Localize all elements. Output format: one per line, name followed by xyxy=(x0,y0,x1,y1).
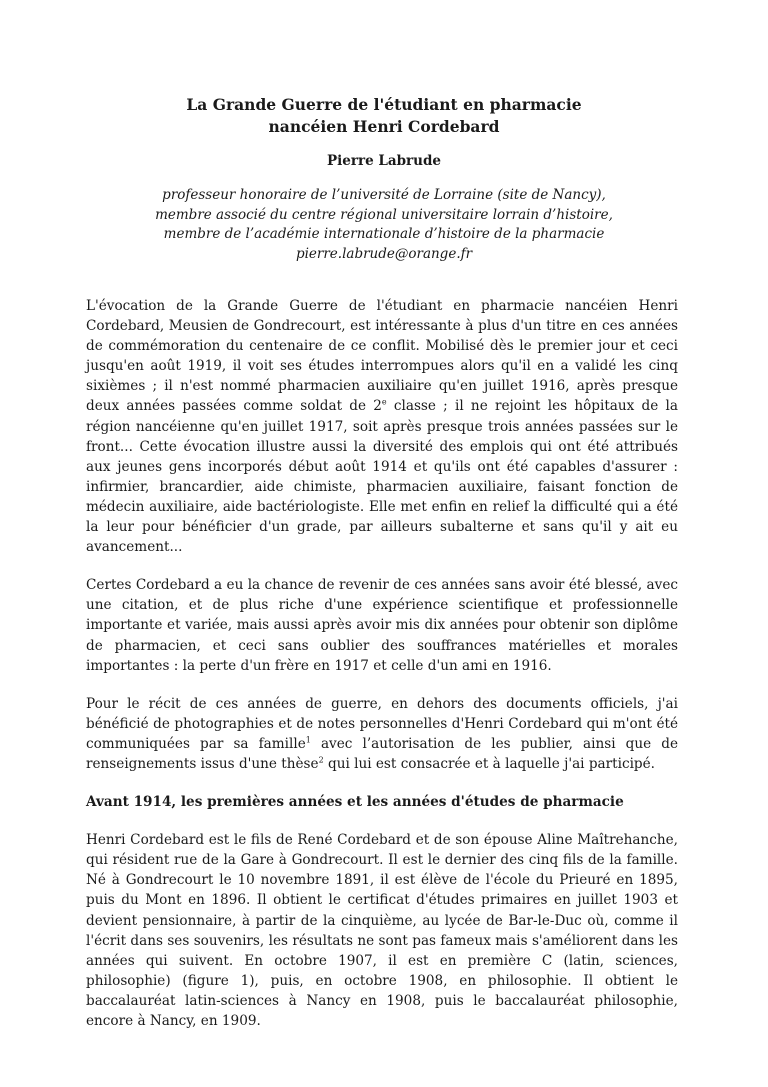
superscript: e xyxy=(381,397,387,407)
paragraph-recit xyxy=(86,694,678,774)
title-line-2: nancéien Henri Cordebard xyxy=(268,117,500,136)
paragraph-text: Pour le récit de ces années de guerre, en dehors des documents officiels, j'ai bénéficié de photographies et de notes personnelles d'Henri Cordebard qui m'ont été communiquées par sa famille xyxy=(86,695,678,752)
paragraph-certes: Certes Cordebard a eu la chance de revenir de ces années sans avoir été blessé, avec une citation, et de plus riche d'une expérience scientifique et professionnelle importante et variée, mais aussi après avoir mis dix années pour obtenir son diplôme de pharmacien, et ceci sans oublier des souffrances matérielles et morales importantes : la perte d'un frère en 1917 et celle d'un ami en 1916. xyxy=(86,577,678,674)
author-email: pierre.labrude@orange.fr xyxy=(295,245,473,262)
footnote-ref-1: 1 xyxy=(305,735,311,745)
affiliation-line: membre associé du centre régional universitaire lorrain d’histoire, xyxy=(155,206,613,223)
author-affiliation xyxy=(0,186,768,264)
footnote-ref-2: 2 xyxy=(318,755,324,765)
paragraph-text: L'évocation de la Grande Guerre de l'étudiant en pharmacie nancéien Henri Cordebard, Meusien de Gondrecourt, est intéressante à plus d'un titre en ces années de commémoration du centenaire de ce conflit. Mobilisé dès le premier jour et ceci jusqu'en août 1919, il voit ses études interrompues alors qu'il en a validé les cinq sixièmes ; il n'est nommé pharmacien auxiliaire qu'en juillet 1916, après presque deux années passées comme soldat de 2 xyxy=(86,298,678,415)
title-line-1: La Grande Guerre de l'étudiant en pharmacie xyxy=(186,95,582,114)
paragraph-intro xyxy=(86,296,678,557)
author-name: Pierre Labrude xyxy=(326,153,442,169)
paragraph-text: qui lui est consacrée et à laquelle j'ai participé. xyxy=(323,755,655,772)
affiliation-line: professeur honoraire de l’université de Lorraine (site de Nancy), xyxy=(162,187,606,203)
affiliation-line: membre de l’académie internationale d’histoire de la pharmacie xyxy=(163,226,605,243)
paragraph-cordebard: Henri Cordebard est le fils de René Cordebard et de son épouse Aline Maîtrehanche, qui résident rue de la Gare à Gondrecourt. Il est le dernier des cinq fils de la famille. Né à Gondrecourt le 10 novembre 1891, il est élève de l'école du Prieuré en 1895, puis du Mont en 1896. Il obtient le certificat d'études primaires en juillet 1903 et devient pensionnaire, à partir de la cinquième, au lycée de Bar-le-Duc où, comme il l'écrit dans ses souvenirs, les résultats ne sont pas fameux mais s'améliorent dans les années qui suivent. En octobre 1907, il est en première C (latin, sciences, philosophie) (figure 1), puis, en octobre 1908, en philosophie. Il obtient le baccalauréat latin-sciences à Nancy en 1908, puis le baccalauréat philosophie, encore à Nancy, en 1909. xyxy=(86,832,678,1029)
section-heading: Avant 1914, les premières années et les années d'études de pharmacie xyxy=(86,794,624,811)
document-title xyxy=(0,94,768,138)
paragraph-text: classe ; il ne rejoint les hôpitaux de la région nancéienne qu'en juillet 1917, soit après presque trois années passées sur le front... Cette évocation illustre aussi la diversité des emplois qui ont été attribués aux jeunes gens incorporés début août 1914 et qu'ils ont été capables d'assurer : infirmier, brancardier, aide chimiste, pharmacien auxiliaire, faisant fonction de médecin auxiliaire, aide bactériologiste. Elle met enfin en relief la difficulté qui a été la leur pour bénéficier d'un grade, par ailleurs subalterne et sans qu'il y ait eu avancement... xyxy=(86,398,678,556)
document-body xyxy=(86,296,678,1049)
paragraph-text: avec l’autorisation de les publier, ainsi que de renseignements issus d'une thèse xyxy=(86,735,679,772)
